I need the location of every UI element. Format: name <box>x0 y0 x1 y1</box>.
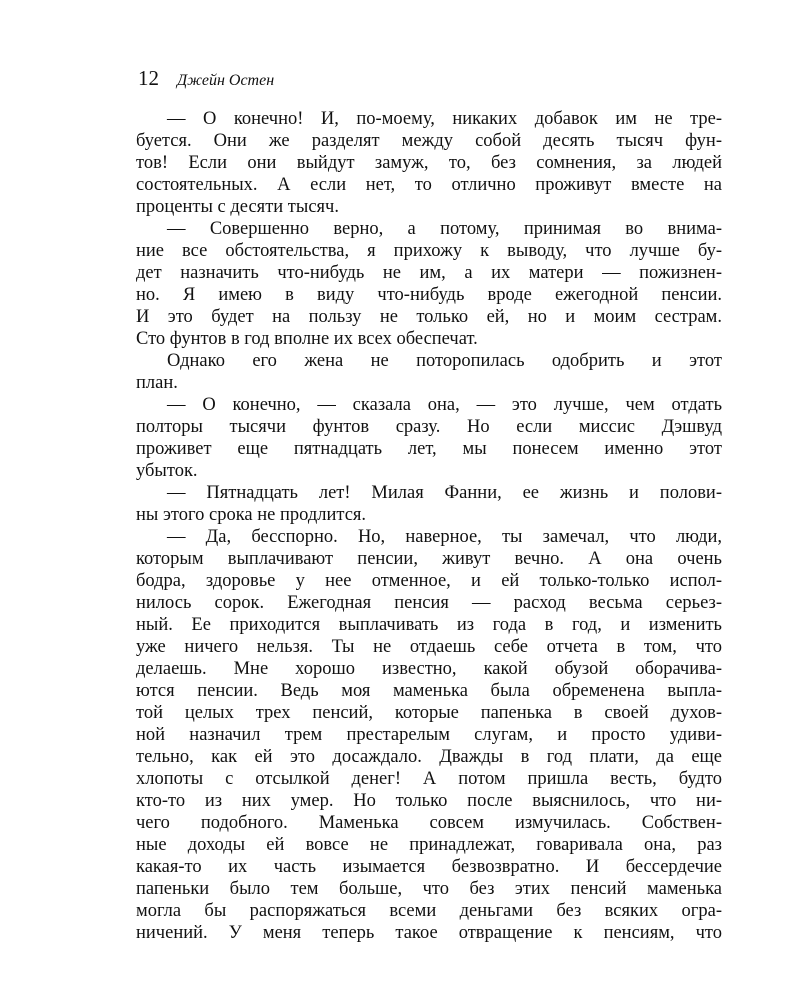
text-line: — Да, бесспорно. Но, наверное, ты замечал, что люди, <box>167 527 722 547</box>
text-line: проживет еще пятнадцать лет, мы понесем именно этот <box>136 439 722 459</box>
text-line: дет назначить что-нибудь не им, а их матери — пожизнен- <box>136 263 722 283</box>
text-line: чего подобного. Маменька совсем измучилась. Собствен- <box>136 813 722 833</box>
running-header <box>138 66 274 96</box>
text-line: которым выплачивают пенсии, живут вечно. А она очень <box>136 549 722 569</box>
text-line: проценты с десяти тысяч. <box>136 197 339 217</box>
text-line: ются пенсии. Ведь моя маменька была обременена выпла- <box>136 681 722 701</box>
text-line: И это будет на пользу не только ей, но и моим сестрам. <box>136 307 722 327</box>
text-line: кто-то из них умер. Но только после выяснилось, что ни- <box>136 791 722 811</box>
text-line: Сто фунтов в год вполне их всех обеспечат. <box>136 329 478 349</box>
text-line: той целых трех пенсий, которые папенька в своей духов- <box>136 703 722 723</box>
text-line: состоятельных. А если нет, то отлично проживут вместе на <box>136 175 722 195</box>
text-line: ние все обстоятельства, я прихожу к выводу, что лучше бу- <box>136 241 722 261</box>
text-line: — О конечно, — сказала она, — это лучше, чем отдать <box>167 395 722 415</box>
header-author: Джейн Остен <box>177 72 275 89</box>
text-line: полторы тысячи фунтов сразу. Но если миссис Дэшвуд <box>136 417 722 437</box>
text-line: могла бы распоряжаться всеми деньгами без всяких огра- <box>136 901 722 921</box>
text-line: хлопоты с отсылкой денег! А потом пришла весть, будто <box>136 769 722 789</box>
text-line: — Совершенно верно, а потому, принимая во внима- <box>167 219 722 239</box>
body-text <box>136 108 722 944</box>
text-line: ничений. У меня теперь такое отвращение к пенсиям, что <box>136 923 722 943</box>
text-line: ный. Ее приходится выплачивать из года в год, и изменить <box>136 615 722 635</box>
text-line: ны этого срока не продлится. <box>136 505 367 525</box>
text-line: ной назначил трем престарелым слугам, и просто удиви- <box>136 725 722 745</box>
text-line: — О конечно! И, по-моему, никаких добавок им не тре- <box>167 109 722 129</box>
text-line: нилось сорок. Ежегодная пенсия — расход весьма серьез- <box>136 593 722 613</box>
text-line: убыток. <box>136 461 198 481</box>
text-line: — Пятнадцать лет! Милая Фанни, ее жизнь и полови- <box>167 483 722 503</box>
text-line: но. Я имею в виду что-нибудь вроде ежегодной пенсии. <box>136 285 722 305</box>
text-line: Однако его жена не поторопилась одобрить и этот <box>167 351 722 371</box>
text-line: план. <box>136 373 178 393</box>
text-line: какая-то их часть изымается безвозвратно. И бессердечие <box>136 857 722 877</box>
text-line: тельно, как ей это досаждало. Дважды в год плати, да еще <box>136 747 722 767</box>
text-line: уже ничего нельзя. Ты не отдаешь себе отчета в том, что <box>136 637 722 657</box>
text-line: ные доходы ей вовсе не принадлежат, говаривала она, раз <box>136 835 722 855</box>
text-line: тов! Если они выйдут замуж, то, без сомнения, за людей <box>136 153 722 173</box>
text-line: делаешь. Мне хорошо известно, какой обузой оборачива- <box>136 659 722 679</box>
page-number: 12 <box>138 66 159 90</box>
text-line: папеньки было тем больше, что без этих пенсий маменька <box>136 879 722 899</box>
text-line: бодра, здоровье у нее отменное, и ей только-только испол- <box>136 571 722 591</box>
text-line: буется. Они же разделят между собой десять тысяч фун- <box>136 131 722 151</box>
